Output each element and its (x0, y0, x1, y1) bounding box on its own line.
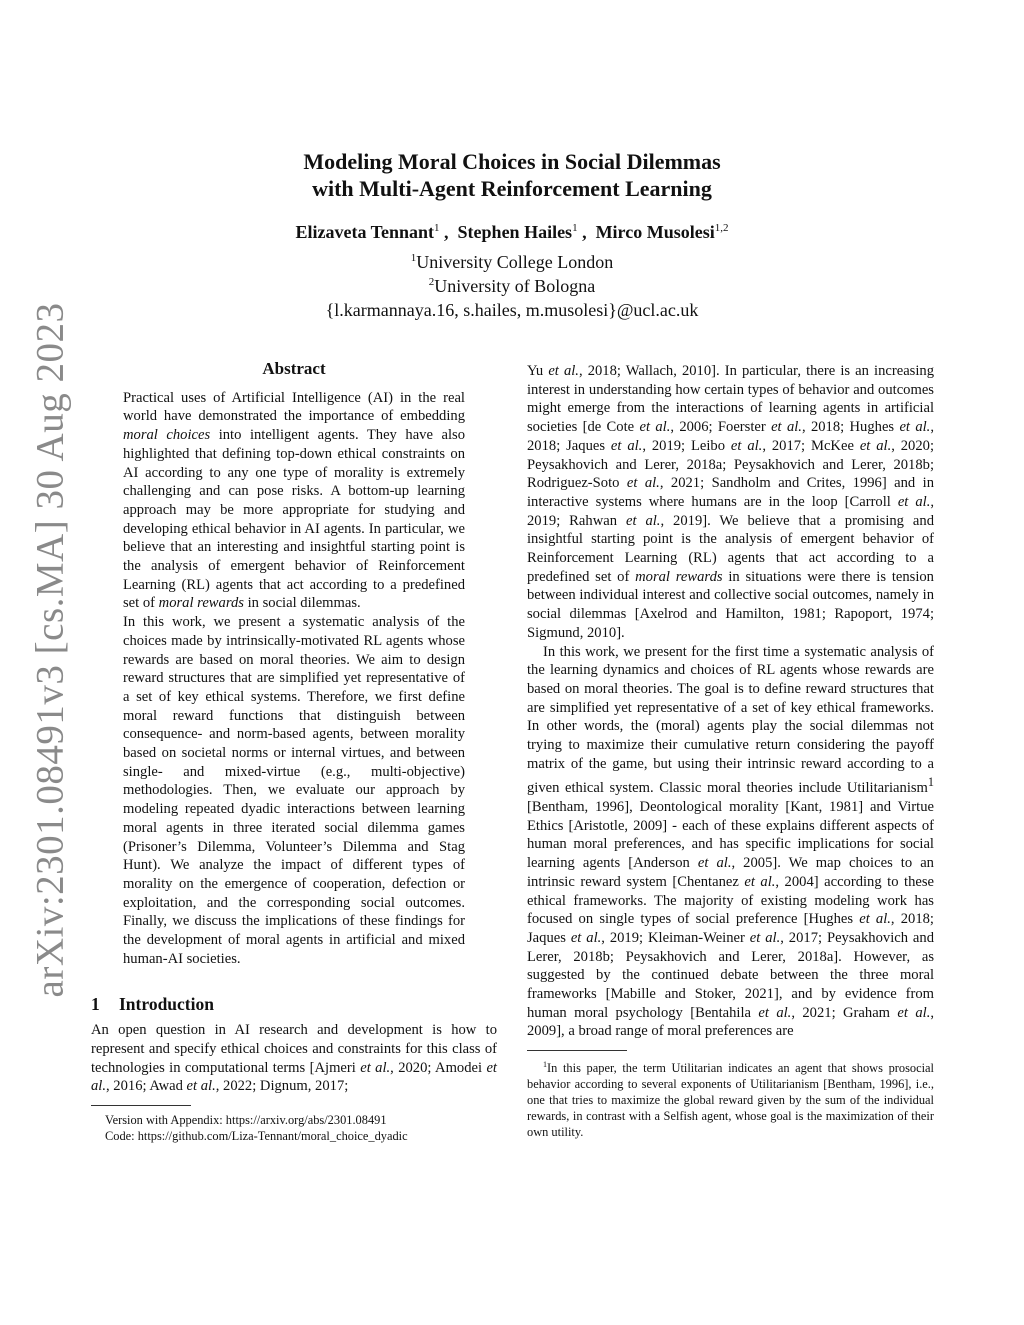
text-run: , 2004] according to these ethical frameworks. The majority of existing modeling work has focused on single types of social preference [Hughes (527, 873, 934, 928)
emphasis: moral choices (123, 427, 211, 444)
author-affil-mark: 1 (434, 222, 440, 234)
emphasis: et al. (570, 929, 602, 946)
text-run: , 2020; Amodei (390, 1059, 487, 1076)
emphasis: et al. (897, 1004, 931, 1021)
title-line-1: Modeling Moral Choices in Social Dilemmas (303, 149, 721, 174)
abstract-body (123, 389, 465, 969)
text-run: , 2019]. We believe that a promising and insightful starting point is the analysis of emergent behavior of Reinforcement Learning (RL) agents that act according to a predefined set of (527, 512, 934, 585)
emphasis: et al. (91, 1059, 497, 1095)
appendix-link[interactable]: Version with Appendix: https://arxiv.org/abs/2301.08491 (105, 1113, 387, 1128)
text-run: into intelligent agents. They have also highlighted that defining top-down ethical constraints on AI according to any one type of morality is extremely challenging and can pose risks. A bottom-up learning approach may be more appropriate for studying and developing ethical behavior in AI agents. In particular, we believe that an interesting and insightful starting point is the analysis of emergent behavior of Reinforcement Learning (RL) agents that act according to a predefined set of (123, 427, 465, 612)
version-footnote (105, 1112, 497, 1144)
right-column (527, 362, 934, 1140)
footnote-rule (91, 1105, 191, 1106)
text-run: [Bentham, 1996], Deontological morality [Kant, 1981] and Virtue Ethics [Aristotle, 2009] - each of these explains different aspects of human moral preferences, and has specific implications for social learning agents [Anderson (527, 799, 934, 872)
section-title: Introduction (119, 993, 214, 1014)
text-run: , 2019; Leibo (642, 437, 731, 454)
text-run: Practical uses of Artificial Intelligence (AI) in the real world have demonstrated the importance of embedding (123, 389, 465, 425)
emphasis: moral rewards (158, 595, 244, 612)
emphasis: et al. (610, 437, 643, 454)
utilitarian-footnote (527, 1057, 934, 1140)
text-run: in situations were there is tension between individual interest and collective social outcomes, namely in social dilemmas [Axelrod and Hamilton, 1981; Rapoport, 1974; Sigmund, 2010]. (527, 568, 934, 641)
section-heading-introduction (91, 995, 497, 1014)
abstract-heading: Abstract (262, 359, 326, 378)
text-run: In this work, we present for the first time a systematic analysis of the learning dynamics and choices of RL agents whose rewards are based on moral theories. The goal is to define reward structures that are simplified yet representative of a set of key ethical frameworks. In other words, the (moral) agents play the social dilemmas not trying to maximize their cumulative return considering the payoff matrix of the game, but using their intrinsic reward according to a given ethical system. Classic moral theories include Utilitarianism (527, 643, 934, 797)
affiliation-number: 2 (428, 276, 435, 288)
author-affil-mark: 1 (572, 222, 578, 234)
right-paragraph-2 (527, 643, 934, 1042)
abstract-paragraph-1 (123, 389, 465, 613)
affiliation-number: 1 (410, 252, 417, 264)
left-column (91, 360, 497, 1144)
emphasis: et al. (758, 1004, 792, 1021)
text-run: , 2018; Jaques (527, 419, 934, 454)
author-name: Elizaveta Tennant (295, 222, 435, 242)
text-run: , 2005]. We map choices to an intrinsic reward system [Chentanez (527, 855, 934, 890)
footnote-text (527, 1057, 934, 1140)
right-paragraph-1 (527, 362, 934, 643)
emphasis: et al. (899, 419, 931, 436)
emphasis: et al. (730, 437, 763, 454)
footnote-marker: 1 (927, 775, 934, 790)
emphasis: et al. (749, 929, 781, 946)
text-run: , 2022; Dignum, 2017; (215, 1078, 349, 1095)
text-run: , 2021; Sandholm and Crites, 1996] and in interactive systems where humans are in the loop [Carroll (527, 475, 934, 510)
emphasis: et al. (859, 911, 891, 928)
title-line-2: with Multi-Agent Reinforcement Learning (312, 176, 712, 201)
emphasis: et al. (639, 419, 671, 436)
text-run: , 2019; Kleiman-Weiner (601, 929, 750, 946)
text-run: In this paper, the term Utilitarian indicates an agent that shows prosocial behavior according to several exponents of Utilitarianism [Bentham, 1996], i.e., one that tries to maximize the global reward given by the sum of the individual rewards, in contrast with a Selfish agent, whose goal is the maximization of their own utility. (527, 1061, 934, 1140)
abstract-paragraph-2: In this work, we present a systematic analysis of the choices made by intrinsically-motivated RL agents whose rewards are based on moral theories. We aim to design reward structures that are simplified yet representative of a set of key ethical systems. Therefore, we first define moral reward functions that distinguish between consequence- and norm-based agents, between morality based on societal norms or internal virtues, and between single- and mixed-virtue (e.g., multi-objective) methodologies. Then, we evaluate our approach by modeling repeated dyadic interactions between learning moral agents in three iterated social dilemma games (Prisoner’s Dilemma, Volunteer’s Dilemma and Stag Hunt). We analyze the impact of different types of morality on the emergence of cooperation, defection or exploitation, and the corresponding social outcomes. Finally, we discuss the implications of these findings for the development of moral agents in artificial and mixed human-AI societies. (123, 614, 465, 967)
emphasis: et al. (626, 475, 660, 492)
text-run: , 2018; Wallach, 2010]. In particular, there is an increasing interest in understanding how certain types of behavior and outcomes might emerge from the interactions of learning agents in artificial societies [de Cote (527, 363, 934, 436)
emphasis: et al. (859, 437, 892, 454)
emphasis: moral rewards (635, 568, 723, 585)
author-name: Mirco Musolesi (595, 222, 715, 242)
section-number: 1 (91, 993, 100, 1014)
text-run: , 2016; Awad (106, 1078, 187, 1095)
text-run: , 2018; Hughes (801, 419, 900, 436)
affiliation-name: University of Bologna (434, 276, 596, 296)
arxiv-stamp: arXiv:2301.08491v3 [cs.MA] 30 Aug 2023 (28, 302, 72, 998)
text-run: , 2019; Rahwan (527, 493, 934, 529)
author-affil-mark: 1,2 (714, 222, 729, 234)
affiliation-1 (200, 252, 824, 273)
code-link[interactable]: Code: https://github.com/Liza-Tennant/moral_choice_dyadic (105, 1129, 408, 1144)
footnote-rule (527, 1050, 627, 1051)
intro-paragraph-1 (91, 1021, 497, 1096)
author-list: Elizaveta Tennant$^1$ , Stephen Hailes$^1$ , Mirco Musolesi$^{1,2}$ (295, 222, 729, 242)
author-emails: {l.karmannaya.16, s.hailes, m.musolesi}@ucl.ac.uk (325, 300, 699, 320)
text-run: , 2009], a broad range of moral preferences are (527, 1004, 935, 1040)
text-run: , 2006; Foerster (670, 419, 772, 436)
text-run: , 2017; McKee (762, 437, 860, 454)
affiliation-2 (200, 276, 824, 297)
emphasis: et al. (744, 873, 776, 890)
author-name: Stephen Hailes (457, 222, 573, 242)
emphasis: et al. (897, 493, 931, 510)
text-run: , 2021; Graham (791, 1004, 898, 1021)
text-run: , 2018; Jaques (527, 911, 934, 946)
text-run: , 2020; Peysakhovich and Lerer, 2018a; Peysakhovich and Lerer, 2018b; Rodriguez-Soto (527, 437, 935, 492)
paper-title (200, 148, 824, 202)
affiliation-name: University College London (416, 252, 614, 272)
text-run: Yu (527, 363, 549, 379)
emphasis: et al. (360, 1059, 391, 1076)
emphasis: et al. (625, 512, 661, 529)
text-run: An open question in AI research and development is how to represent and specify ethical choices and constraints for this class of technologies in computational terms [Ajmeri (91, 1022, 497, 1076)
text-run: in social dilemmas. (243, 595, 361, 612)
emphasis: et al. (771, 419, 802, 436)
emphasis: et al. (186, 1078, 216, 1095)
footnote-number: 1 (543, 1060, 547, 1070)
emphasis: et al. (697, 855, 732, 872)
emphasis: et al. (548, 363, 579, 379)
text-run: , 2017; Peysakhovich and Lerer, 2018b; Peysakhovich and Lerer, 2018a]. However, as suggested by the continued debate between the three moral frameworks [Mabille and Stoker, 2021], and by evidence from human moral psychology [Bentahila (527, 929, 935, 1021)
